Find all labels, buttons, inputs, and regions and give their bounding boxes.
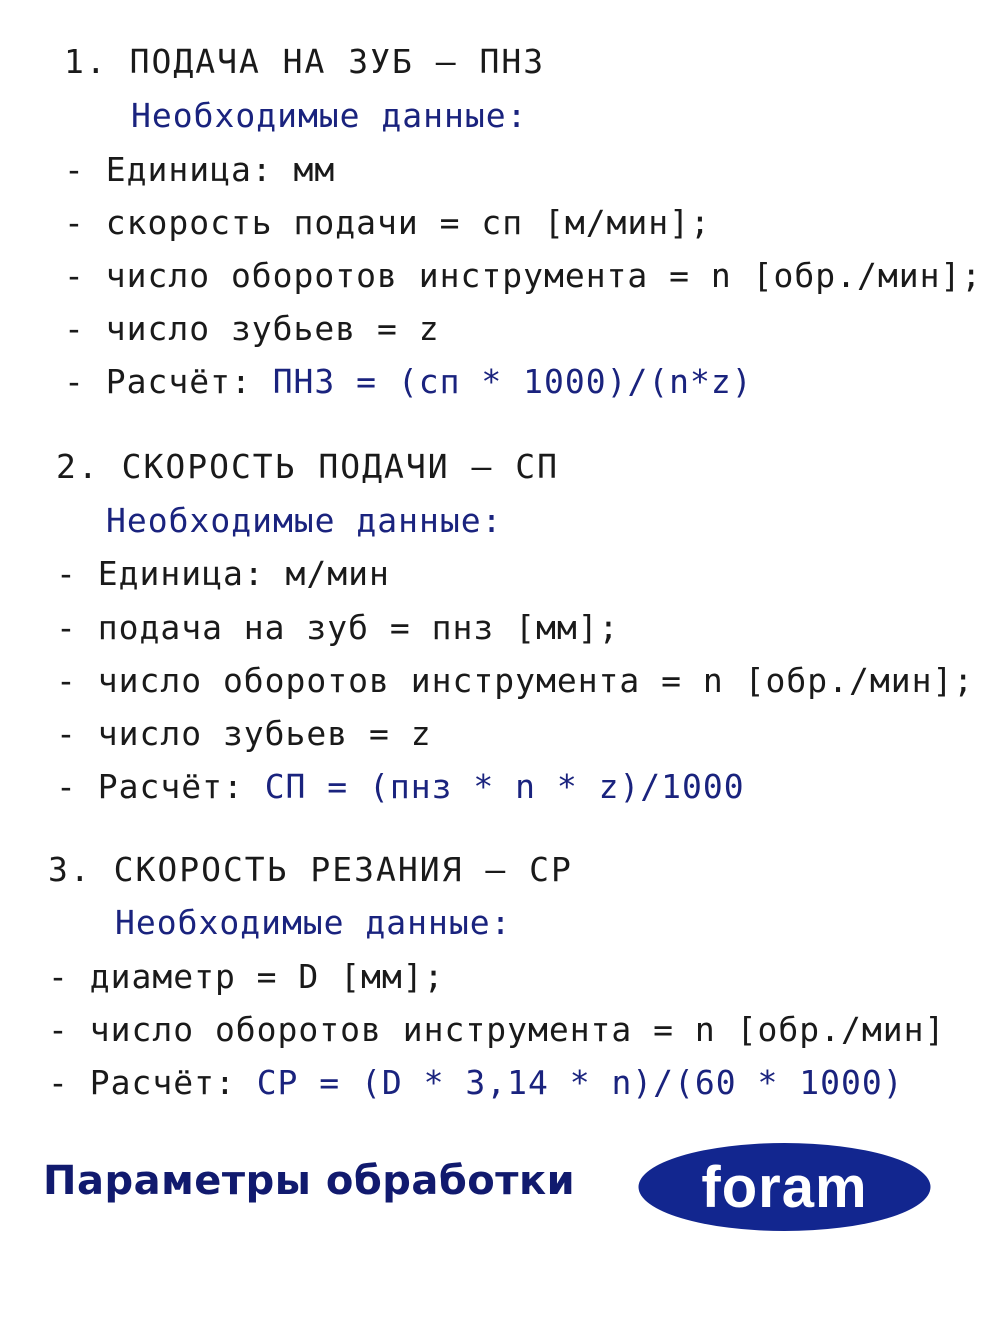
calc-prefix: - Расчёт: [48, 1063, 257, 1102]
calc-formula: СР = (D * 3,14 * n)/(60 * 1000) [256, 1063, 904, 1102]
calc-line [48, 1063, 904, 1103]
list-item: - Единица: мм [64, 150, 336, 189]
calc-formula: СП = (пнз * n * z)/1000 [264, 767, 745, 806]
calc-formula: ПНЗ = (сп * 1000)/(n*z) [272, 362, 753, 401]
list-item: - Единица: м/мин [56, 554, 390, 593]
list-item: - число оборотов инструмента = n [обр./мин]; [56, 661, 975, 700]
list-item: - число зубьев = z [56, 714, 432, 753]
section-subheading: Необходимые данные: [131, 96, 528, 135]
calc-prefix: - Расчёт: [64, 362, 273, 401]
calc-line [64, 362, 753, 402]
footer-title: Параметры обработки [43, 1158, 576, 1204]
section-subheading: Необходимые данные: [106, 501, 503, 540]
list-item: - число оборотов инструмента = n [обр./мин] [48, 1010, 946, 1049]
list-item: - подача на зуб = пнз [мм]; [56, 608, 620, 647]
list-item: - число оборотов инструмента = n [обр./мин]; [64, 256, 983, 295]
calc-prefix: - Расчёт: [56, 767, 265, 806]
logo-text: foram [701, 1155, 868, 1220]
list-item: - скорость подачи = сп [м/мин]; [64, 203, 711, 242]
list-item: - диаметр = D [мм]; [48, 957, 445, 996]
list-item: - число зубьев = z [64, 309, 440, 348]
section-heading: 3. СКОРОСТЬ РЕЗАНИЯ – СР [48, 850, 573, 889]
calc-line [56, 767, 745, 807]
section-subheading: Необходимые данные: [115, 903, 512, 942]
section-heading: 1. ПОДАЧА НА ЗУБ – ПНЗ [64, 42, 546, 81]
foram-logo [636, 1141, 933, 1233]
section-heading: 2. СКОРОСТЬ ПОДАЧИ – СП [56, 447, 559, 486]
